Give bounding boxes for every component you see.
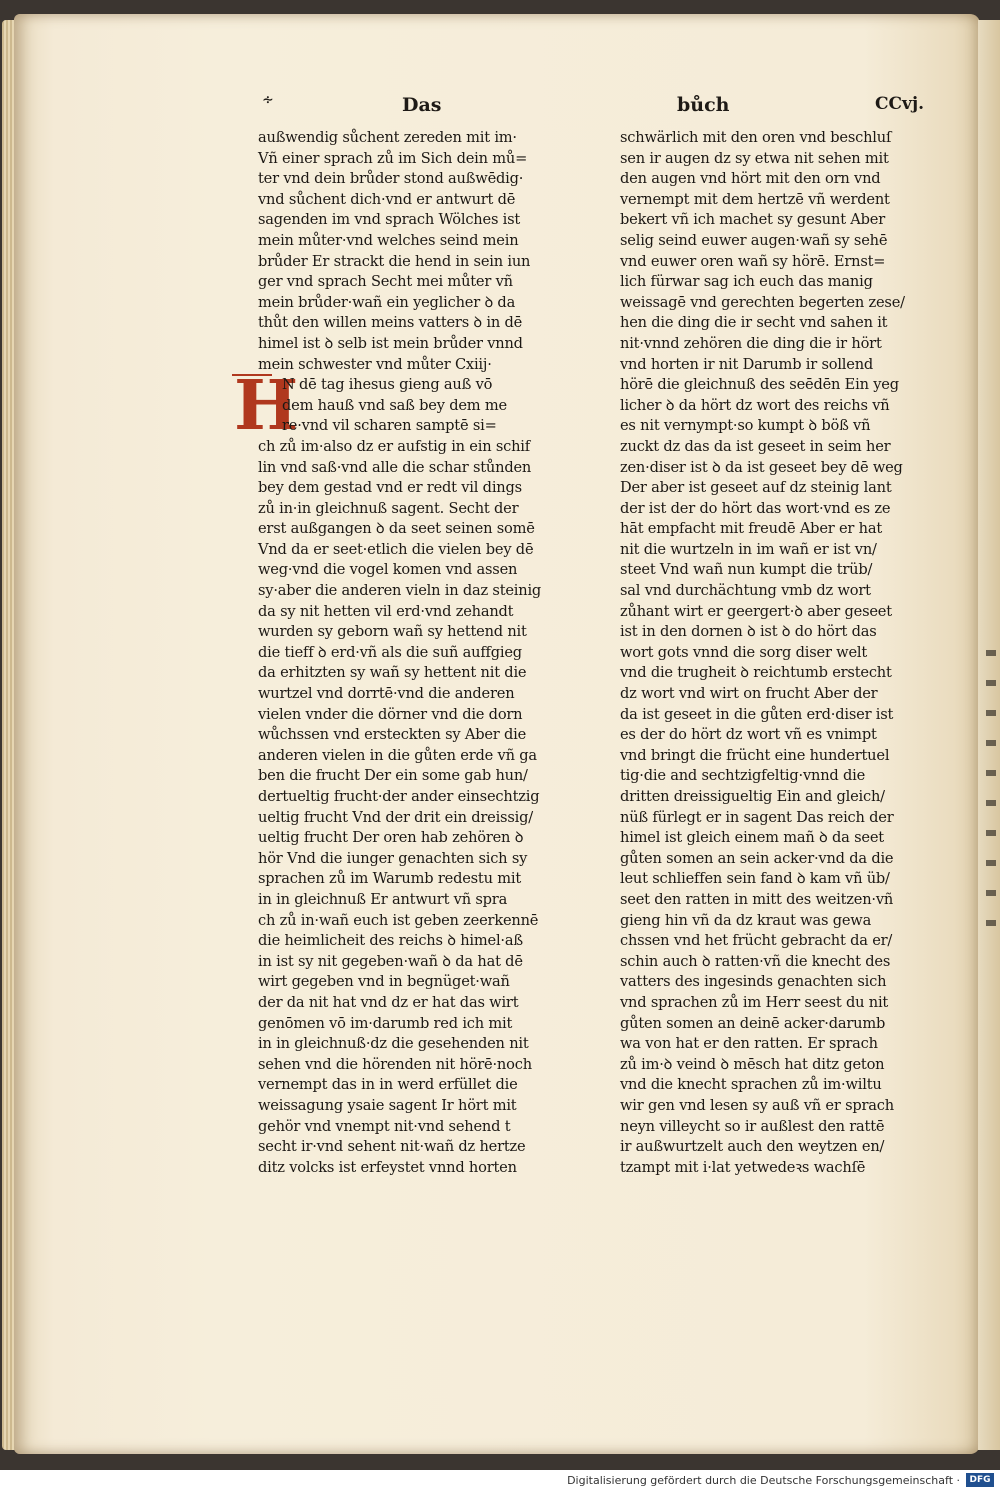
right-column-line: schwärlich mit den oren vnd beschluſ — [620, 129, 892, 146]
left-column-line: anderen vielen in die gůten erde vñ ga — [258, 746, 537, 764]
right-column-line: gůten somen an sein acker·vnd da die — [620, 849, 894, 867]
right-column-line: steet Vnd wañ nun kumpt die trüb/ — [620, 561, 873, 579]
right-text-column — [620, 128, 930, 1178]
right-column-line: tig·die and sechtzigfeltig·vnnd die — [620, 767, 866, 785]
left-column-line: mein schwester vnd můter Cxiij· — [258, 355, 492, 373]
right-column-line: licher ꝺ da hört dz wort des reichs vñ — [620, 396, 890, 414]
right-column-line: es der do hört dz wort vñ es vnimpt — [620, 726, 877, 744]
right-column-line: leut schlieffen sein fand ꝺ kam vñ üb/ — [620, 870, 890, 888]
left-column-line: ben die frucht Der ein some gab hun/ — [258, 767, 528, 785]
left-column-line: genōmen vō im·darumb red ich mit — [258, 1014, 513, 1032]
right-column-line: schin auch ꝺ ratten·vñ die knecht des — [620, 952, 891, 970]
left-column-line: N dē tag ihesus gieng auß vō — [282, 376, 493, 394]
right-column-line: vatters des ingesinds genachten sich — [620, 973, 887, 991]
right-column-line: wort gots vnnd die sorg diser welt — [620, 643, 868, 661]
right-column-line: weissagē vnd gerechten begerten zese/ — [620, 293, 905, 311]
right-column-line: tzampt mit i·lat yetwedeꝛs wachſē — [620, 1158, 866, 1176]
left-column-line: mein můter·vnd welches seind mein — [258, 231, 519, 249]
left-column-line: außwendig sůchent zereden mit im· — [258, 129, 517, 146]
right-column-line: gůten somen an deinē acker·darumb — [620, 1014, 886, 1032]
left-column-line: re·vnd vil scharen samptē si= — [282, 417, 497, 435]
left-column-line: ueltig frucht Der oren hab zehören ꝺ — [258, 829, 524, 847]
left-column-line: brůder Er strackt die hend in sein iun — [258, 252, 531, 270]
left-column-line: lin vnd saß·vnd alle die schar stůnden — [258, 458, 532, 476]
left-text-column — [258, 128, 568, 1178]
left-column-line: der da nit hat vnd dz er hat das wirt — [258, 993, 519, 1011]
left-column-line: Vñ einer sprach zů im Sich dein mů= — [258, 149, 528, 167]
left-column-line: mein brůder·wañ ein yeglicher ꝺ da — [258, 293, 516, 311]
left-column-line: ter vnd dein brůder stond außwēdig· — [258, 170, 524, 188]
folio-number: CCvj. — [875, 94, 925, 114]
right-column-line: vnd bringt die frücht eine hundertuel — [620, 746, 890, 764]
right-column-line: nit die wurtzeln in im wañ er ist vn/ — [620, 540, 877, 558]
right-column-line: wa von hat er den ratten. Er sprach — [620, 1035, 878, 1053]
left-column-line: dem hauß vnd saß bey dem me — [282, 396, 507, 414]
right-column-line: zůhant wirt er geergert·ꝺ aber geseet — [620, 602, 892, 620]
left-column-line: thůt den willen meins vatters ꝺ in dē — [258, 314, 523, 332]
left-column-line: sprachen zů im Warumb redestu mit — [258, 870, 522, 888]
left-column-line: erst außgangen ꝺ da seet seinen somē — [258, 520, 535, 538]
right-column-line: den augen vnd hört mit den orn vnd — [620, 170, 881, 188]
left-column-line: wurtzel vnd dorrtē·vnd die anderen — [258, 685, 515, 703]
right-column-line: es nit vernympt·so kumpt ꝺ böß vñ — [620, 417, 871, 435]
right-column-line: nit·vnnd zehören die ding die ir hört — [620, 334, 882, 352]
right-column-line: hen die ding die ir secht vnd sahen it — [620, 314, 888, 332]
left-column-line: ch zů in·wañ euch ist geben zeerkennē — [258, 911, 539, 929]
right-column-line: vnd horten ir nit Darumb ir sollend — [620, 355, 874, 373]
right-column-line: ir außwurtzelt auch den weytzen en/ — [620, 1138, 885, 1156]
left-column-line: ueltig frucht Vnd der drit ein dreissig/ — [258, 808, 533, 826]
right-column-line: zů im·ꝺ veind ꝺ mēsch hat ditz geton — [620, 1055, 885, 1073]
left-column-line: die tieff ꝺ erd·vñ als die suñ auffgieg — [258, 643, 522, 661]
right-column-line: vnd euwer oren wañ sy hörē. Ernst= — [620, 252, 886, 270]
left-column-line: gehör vnd vnempt nit·vnd sehend t — [258, 1117, 511, 1135]
adjacent-page-bleed — [986, 650, 996, 930]
footer-bar — [0, 1470, 1000, 1491]
left-column-line: weissagung ysaie sagent Ir hört mit — [258, 1096, 517, 1114]
left-column-line: Vnd da er seet·etlich die vielen bey dē — [258, 540, 534, 558]
left-column-line: wurden sy geborn wañ sy hettend nit — [258, 623, 527, 641]
left-column-line: in ist sy nit gegeben·wañ ꝺ da hat dē — [258, 952, 523, 970]
left-column-line: in in gleichnuß·dz die gesehenden nit — [258, 1035, 529, 1053]
right-column-line: himel ist gleich einem mañ ꝺ da seet — [620, 829, 884, 847]
right-column-line: vnd die knecht sprachen zů im·wiltu — [620, 1076, 882, 1094]
left-column-line: weg·vnd die vogel komen vnd assen — [258, 561, 518, 579]
right-column-line: chssen vnd het frücht gebracht da er/ — [620, 932, 893, 950]
footer-credit: Digitalisierung gefördert durch die Deutsche Forschungsgemeinschaft · — [567, 1474, 960, 1487]
right-column-line: da ist geseet in die gůten erd·diser ist — [620, 705, 894, 723]
right-column-line: vnd die trugheit ꝺ reichtumb erstecht — [620, 664, 892, 682]
left-column-line: ditz volcks ist erfeystet vnnd horten — [258, 1158, 517, 1176]
right-column-line: der ist der do hört das wort·vnd es ze — [620, 499, 891, 517]
header-right-title: bůch — [677, 94, 730, 116]
right-column-line: ist in den dornen ꝺ ist ꝺ do hört das — [620, 623, 877, 641]
dfg-logo-icon: DFG — [966, 1473, 994, 1487]
left-column-line: ch zů im·also dz er aufstig in ein schif — [258, 437, 530, 455]
right-column-line: seet den ratten in mitt des weitzen·vñ — [620, 890, 894, 908]
right-column-line: wir gen vnd lesen sy auß vñ er sprach — [620, 1096, 894, 1114]
header-left-title: Das — [402, 94, 442, 116]
right-column-line: selig seind euwer augen·wañ sy sehē — [620, 231, 888, 249]
right-column-line: dz wort vnd wirt on frucht Aber der — [620, 685, 878, 703]
header-marker: ∻ — [262, 92, 274, 108]
left-column-line: wůchssen vnd ersteckten sy Aber die — [258, 726, 527, 744]
left-column-line: vnd sůchent dich·vnd er antwurt dē — [258, 190, 516, 208]
left-column-line: da erhitzten sy wañ sy hettent nit die — [258, 664, 527, 682]
left-column-line: secht ir·vnd sehent nit·wañ dz hertze — [258, 1138, 526, 1156]
left-column-line: himel ist ꝺ selb ist mein brůder vnnd — [258, 334, 523, 352]
right-column-line: neyn villeycht so ir außlest den rattē — [620, 1117, 885, 1135]
left-column-line: bey dem gestad vnd er redt vil dings — [258, 479, 522, 497]
left-column-line: in in gleichnuß Er antwurt vñ spra — [258, 890, 508, 908]
left-column-line: da sy nit hetten vil erd·vnd zehandt — [258, 602, 514, 620]
right-column-line: zen·diser ist ꝺ da ist geseet bey dē weg — [620, 458, 903, 476]
right-column-line: zuckt dz das da ist geseet in seim her — [620, 437, 891, 455]
left-column-line: wirt gegeben vnd in begnüget·wañ — [258, 973, 510, 991]
left-column-line: sagenden im vnd sprach Wölches ist — [258, 211, 521, 229]
right-column-line: sal vnd durchächtung vmb dz wort — [620, 582, 871, 600]
right-column-line: bekert vñ ich machet sy gesunt Aber — [620, 211, 885, 229]
right-column-line: nüß fürlegt er in sagent Das reich der — [620, 808, 894, 826]
left-column-line: vernempt das in in werd erfüllet die — [258, 1076, 518, 1094]
right-column-line: lich fürwar sag ich euch das manig — [620, 273, 873, 291]
right-column-line: vnd sprachen zů im Herr seest du nit — [620, 993, 889, 1011]
left-column-line: vielen vnder die dörner vnd die dorn — [258, 705, 523, 723]
right-column-line: hāt empfacht mit freudē Aber er hat — [620, 520, 882, 538]
left-column-line: dertueltig frucht·der ander einsechtzig — [258, 788, 540, 805]
right-column-line: sen ir augen dz sy etwa nit sehen mit — [620, 149, 889, 167]
red-initial-letter: H — [234, 366, 299, 446]
right-column-line: hörē die gleichnuß des seēdēn Ein yeg — [620, 376, 899, 394]
left-column-line: zů in·in gleichnuß sagent. Secht der — [258, 499, 519, 517]
right-column-line: vernempt mit dem hertzē vñ werdent — [620, 190, 890, 208]
left-column-line: hör Vnd die iunger genachten sich sy — [258, 849, 528, 867]
left-column-line: sehen vnd die hörenden nit hörē·noch — [258, 1055, 532, 1073]
left-column-line: sy·aber die anderen vieln in daz steinig — [258, 582, 542, 600]
right-column-line: dritten dreissigueltig Ein and gleich/ — [620, 788, 885, 805]
left-column-line: die heimlicheit des reichs ꝺ himel·aß — [258, 932, 523, 950]
left-column-line: ger vnd sprach Secht mei můter vñ — [258, 273, 513, 291]
right-column-line: Der aber ist geseet auf dz steinig lant — [620, 479, 892, 497]
right-column-line: gieng hin vñ da dz kraut was gewa — [620, 911, 872, 929]
